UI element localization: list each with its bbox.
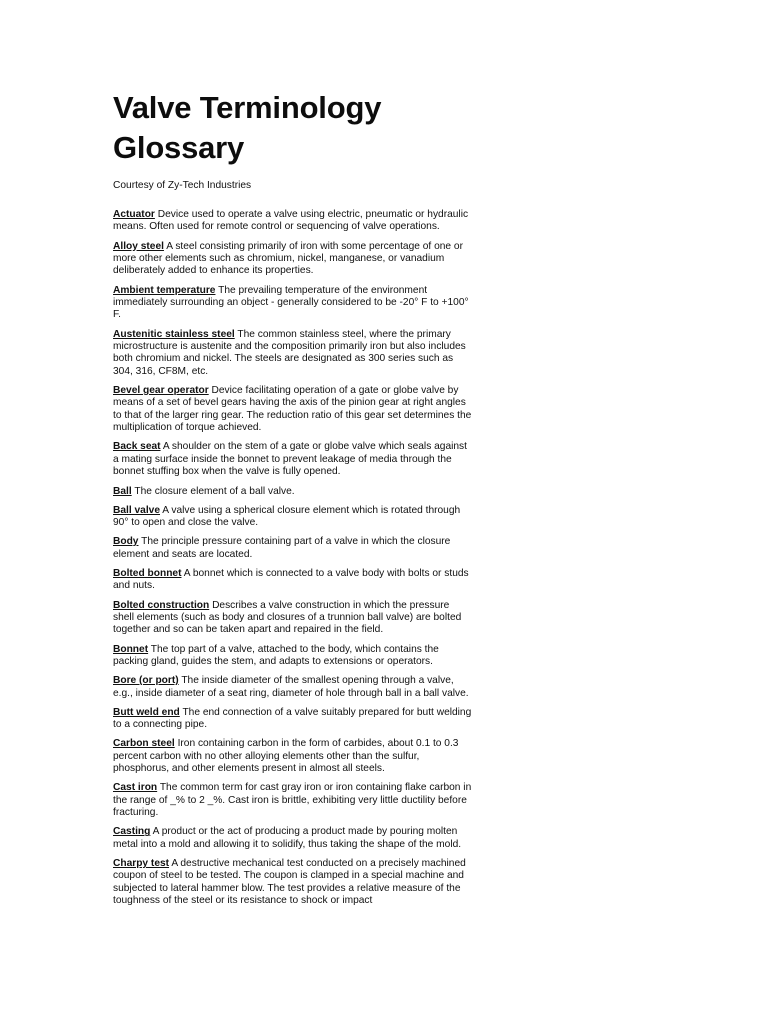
glossary-definition: A product or the act of producing a product made by pouring molten metal into a mold and allowing it to solidify, thus taking the shape of the mold. [113, 826, 462, 850]
glossary-definition: A valve using a spherical closure element which is rotated through 90° to open and close the valve. [113, 504, 461, 529]
glossary-entry [113, 858, 473, 908]
glossary-definition: A shoulder on the stem of a gate or globe valve which seals against a mating surface inside the bonnet to prevent leakage of media through the bonnet stuffing box when the valve is fully opened. [113, 441, 467, 478]
glossary-term: Bevel gear operator [113, 385, 209, 397]
document-title: Valve Terminology Glossary [113, 90, 382, 165]
glossary-term: Actuator [113, 209, 155, 220]
glossary-term: Back seat [113, 441, 161, 453]
glossary-term: Cast iron [113, 782, 158, 794]
glossary-entry [113, 568, 473, 593]
glossary-definition: The end connection of a valve suitably prepared for butt welding to a connecting pipe. [113, 706, 472, 731]
glossary-entry [113, 738, 473, 775]
glossary-definition: The prevailing temperature of the environment immediately surrounding an object - generally considered to be -20° F to +100° F. [113, 284, 469, 321]
glossary-entry [113, 707, 473, 732]
glossary-definition: A destructive mechanical test conducted on a precisely machined coupon of steel to be tested. The coupon is clamped in a special machine and subjected to lateral hammer blow. The test provides a relative measure of the toughness of the steel or its resistance to shock or impact [113, 858, 466, 907]
glossary-entry [113, 241, 473, 278]
glossary-entry [113, 675, 473, 700]
glossary-term: Bonnet [113, 643, 149, 655]
glossary-entry [113, 782, 473, 819]
courtesy-line: Courtesy of Zy-Tech Industries [113, 180, 252, 191]
glossary-definition: A steel consisting primarily of iron with some percentage of one or more other elements such as chromium, nickel, manganese, or vanadium deliberately added to enhance its properties. [113, 240, 463, 277]
glossary-term: Casting [113, 826, 151, 838]
glossary-entry [113, 486, 473, 498]
glossary-entry [113, 505, 473, 530]
glossary-term: Bolted construction [113, 599, 210, 611]
glossary-definition: The common term for cast gray iron or iron containing flake carbon in the range of _% to 2 _%. Cast iron is brittle, exhibiting very little ductility before fracturing. [113, 782, 472, 819]
glossary-term: Ball [113, 485, 132, 497]
glossary-entry [113, 600, 473, 637]
glossary-entry [113, 385, 473, 435]
glossary-definition: Device facilitating operation of a gate or globe valve by means of a set of bevel gears having the axis of the pinion gear at right angles to that of the larger ring gear. The reduction ratio of this gear set determines the multiplication of torque achieved. [113, 385, 472, 434]
glossary-definition: Iron containing carbon in the form of carbides, about 0.1 to 0.3 percent carbon with no other alloying elements other than the sulfur, phosphorus, and other elements present in almost all steels. [113, 738, 459, 775]
glossary-term: Body [113, 536, 139, 548]
glossary-term: Butt weld end [113, 706, 180, 718]
glossary-term: Austenitic stainless steel [113, 328, 235, 340]
glossary-definition: The top part of a valve, attached to the body, which contains the packing gland, guides the stem, and adapts to extensions or operators. [113, 643, 439, 667]
glossary-entry [113, 285, 473, 322]
glossary-entry [113, 441, 473, 478]
glossary-definition: The principle pressure containing part of a valve in which the closure element and seats are located. [113, 536, 451, 560]
glossary-term: Charpy test [113, 858, 170, 870]
glossary-entry [113, 536, 473, 561]
glossary-term: Alloy steel [113, 240, 164, 252]
glossary-term: Bolted bonnet [113, 567, 182, 579]
glossary-entry [113, 826, 473, 851]
glossary-definition: Device used to operate a valve using electric, pneumatic or hydraulic means. Often used for remote control or sequencing of valve operations. [113, 209, 469, 233]
document-page [113, 88, 473, 914]
glossary-definition: The closure element of a ball valve. [134, 485, 295, 497]
glossary-entry [113, 209, 473, 234]
glossary-list [113, 209, 473, 908]
glossary-definition: Describes a valve construction in which the pressure shell elements (such as body and closures of a trunnion ball valve) are bolted together and so can be taken apart and repaired in the field. [113, 599, 462, 636]
glossary-definition: The inside diameter of the smallest opening through a valve, e.g., inside diameter of a seat ring, diameter of hole through ball in a ball valve. [113, 675, 469, 699]
glossary-term: Ambient temperature [113, 284, 216, 296]
glossary-definition: A bonnet which is connected to a valve body with bolts or studs and nuts. [113, 567, 469, 592]
glossary-definition: The common stainless steel, where the primary microstructure is austenite and the composition primarily iron but also includes both chromium and nickel. The steels are designated as 300 series such as 304, 316, CF8M, etc. [113, 328, 466, 377]
glossary-entry [113, 644, 473, 669]
glossary-term: Ball valve [113, 504, 161, 516]
glossary-entry [113, 329, 473, 379]
glossary-term: Bore (or port) [113, 675, 179, 687]
glossary-term: Carbon steel [113, 738, 175, 750]
